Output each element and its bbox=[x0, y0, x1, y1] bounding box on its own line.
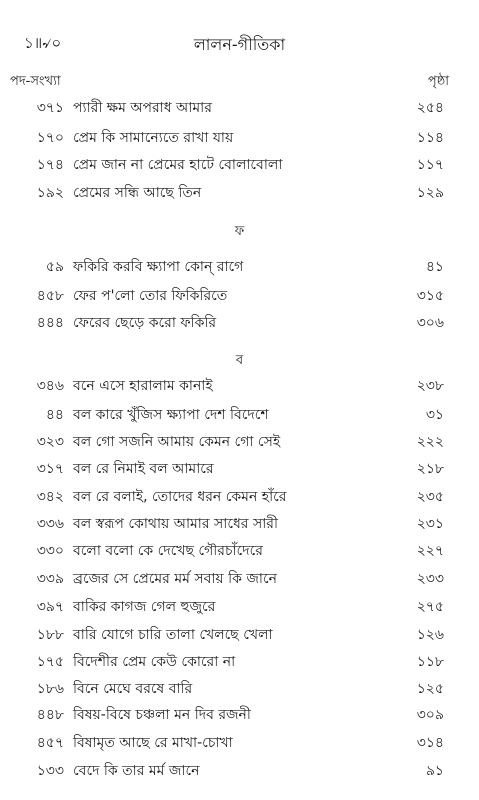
verse-first-line: বেদে কি তার মর্ম জানে bbox=[73, 763, 200, 779]
index-entry bbox=[0, 181, 479, 207]
verse-first-line: বারি যোগে চারি তালা খেলছে খেলা bbox=[73, 627, 273, 643]
verse-first-line: বিনে মেঘে বরষে বারি bbox=[73, 681, 193, 697]
index-entry bbox=[0, 430, 479, 456]
index-entry bbox=[0, 512, 479, 538]
page-ref: ২২২ bbox=[416, 434, 444, 450]
page-ref: ১১৪ bbox=[416, 130, 444, 146]
page-ref: ৩০৯ bbox=[416, 707, 444, 723]
verse-number: ১৯২ bbox=[36, 185, 64, 201]
index-entry bbox=[0, 677, 479, 703]
index-entry bbox=[0, 403, 479, 429]
verse-first-line: বিষামৃত আছে রে মাখা-চোখা bbox=[73, 735, 233, 751]
verse-number: ৩২৩ bbox=[36, 434, 64, 450]
index-entry bbox=[0, 539, 479, 565]
page-ref: ৩০৬ bbox=[416, 315, 444, 331]
page-ref: ২১৮ bbox=[416, 461, 444, 477]
verse-first-line: ফকিরি করবি ক্ষ্যাপা কোন্ রাগে bbox=[73, 259, 244, 275]
verse-first-line: বিদেশীর প্রেম কেউ কোরো না bbox=[73, 654, 236, 670]
verse-first-line: বিষয়-বিষে চঞ্চলা মন দিব রজনী bbox=[73, 707, 251, 723]
column-header-verse-number: পদ-সংখ্যা bbox=[10, 74, 61, 89]
verse-first-line: প্রেমের সন্ধি আছে তিন bbox=[73, 185, 202, 201]
index-entry bbox=[0, 374, 479, 400]
verse-first-line: বল রে নিমাই বল আমারে bbox=[73, 461, 214, 477]
page-ref: ৪১ bbox=[425, 259, 444, 275]
index-entry bbox=[0, 311, 479, 337]
page-ref: ১১৮ bbox=[416, 654, 444, 670]
index-entry bbox=[0, 153, 479, 179]
verse-number: ৪৫৮ bbox=[36, 288, 64, 304]
verse-number: ১৭৫ bbox=[36, 654, 64, 670]
page-title: লালন-গীতিকা bbox=[193, 35, 286, 54]
verse-number: ৩৪৬ bbox=[36, 378, 64, 394]
verse-first-line: বল গো সজনি আমায় কেমন গো সেই bbox=[73, 434, 281, 450]
index-entry bbox=[0, 255, 479, 281]
verse-number: ৪৪৮ bbox=[36, 707, 64, 723]
page-ref: ১২৫ bbox=[416, 681, 444, 697]
page-number: ১॥৵০ bbox=[24, 34, 62, 52]
index-entry bbox=[0, 457, 479, 483]
index-entry bbox=[0, 731, 479, 757]
index-entry bbox=[0, 759, 479, 785]
index-entry bbox=[0, 650, 479, 676]
index-entry bbox=[0, 284, 479, 310]
verse-number: ৪৫৭ bbox=[36, 735, 64, 751]
verse-first-line: প্রেম কি সামান্যেতে রাখা যায় bbox=[73, 130, 234, 146]
section-letter: ফ bbox=[234, 224, 245, 239]
verse-first-line: ব্রজের সে প্রেমের মর্ম সবায় কি জানে bbox=[73, 571, 277, 587]
index-entry bbox=[0, 623, 479, 649]
verse-number: ৩৩০ bbox=[36, 543, 64, 559]
page-ref: ৩১৫ bbox=[416, 288, 444, 304]
verse-number: ৩১৭ bbox=[36, 461, 64, 477]
page-header bbox=[0, 32, 479, 58]
verse-number: ৩৩৬ bbox=[36, 516, 64, 532]
page-ref: ৩১ bbox=[425, 407, 444, 423]
verse-first-line: প্যারী ক্ষম অপরাধ আমার bbox=[73, 100, 212, 116]
page-ref: ২৩৫ bbox=[416, 489, 444, 505]
page-ref: ২৩৮ bbox=[416, 378, 444, 394]
column-header-page: পৃষ্ঠা bbox=[427, 74, 449, 89]
page-ref: ১২৯ bbox=[416, 185, 444, 201]
index-entry bbox=[0, 595, 479, 621]
verse-number: ৩৪২ bbox=[36, 489, 64, 505]
verse-first-line: বাকির কাগজ গেল হুজুরে bbox=[73, 599, 216, 615]
index-entry bbox=[0, 485, 479, 511]
page-ref: ২৭৫ bbox=[416, 599, 444, 615]
verse-number: ১৮৮ bbox=[36, 627, 64, 643]
verse-first-line: বলো বলো কে দেখেছ গৌরচাঁদেরে bbox=[73, 543, 263, 559]
verse-number: ৫৯ bbox=[45, 259, 64, 275]
verse-number: ১৭০ bbox=[36, 130, 64, 146]
page-ref: ১১৭ bbox=[416, 157, 444, 173]
index-entry bbox=[0, 567, 479, 593]
verse-first-line: বল রে বলাই, তোদের ধরন কেমন হাঁরে bbox=[73, 489, 287, 505]
page-ref: ২৩১ bbox=[416, 516, 444, 532]
verse-number: ১৮৬ bbox=[36, 681, 64, 697]
index-entry bbox=[0, 703, 479, 729]
page-ref: ৩১৪ bbox=[416, 735, 444, 751]
verse-number: ৩৯৭ bbox=[36, 599, 64, 615]
verse-number: ৪৪ bbox=[45, 407, 64, 423]
page-ref: ২৫৪ bbox=[416, 100, 444, 116]
page-ref: ২৩৩ bbox=[416, 571, 444, 587]
verse-number: ৪৪৪ bbox=[36, 315, 64, 331]
section-letter: ব bbox=[235, 353, 244, 368]
verse-number: ১৭৪ bbox=[36, 157, 64, 173]
verse-first-line: বল কারে খুঁজিস ক্ষ্যাপা দেশ বিদেশে bbox=[73, 407, 269, 423]
verse-first-line: বনে এসে হারালাম কানাই bbox=[73, 378, 213, 394]
verse-number: ১৩৩ bbox=[36, 763, 64, 779]
index-entry bbox=[0, 126, 479, 152]
index-entry bbox=[0, 96, 479, 122]
page-ref: ৯১ bbox=[425, 763, 444, 779]
verse-number: ৩৩৯ bbox=[36, 571, 64, 587]
page-ref: ২২৭ bbox=[416, 543, 444, 559]
page-ref: ১২৬ bbox=[416, 627, 444, 643]
verse-first-line: ফের প'লো তোর ফিকিরিতে bbox=[73, 288, 228, 304]
verse-first-line: বল স্বরূপ কোথায় আমার সাধের সারী bbox=[73, 516, 278, 532]
verse-first-line: ফেরেব ছেড়ে করো ফকিরি bbox=[73, 315, 217, 331]
verse-number: ৩৭১ bbox=[36, 100, 64, 116]
verse-first-line: প্রেম জান না প্রেমের হাটে বোলাবোলা bbox=[73, 157, 283, 173]
